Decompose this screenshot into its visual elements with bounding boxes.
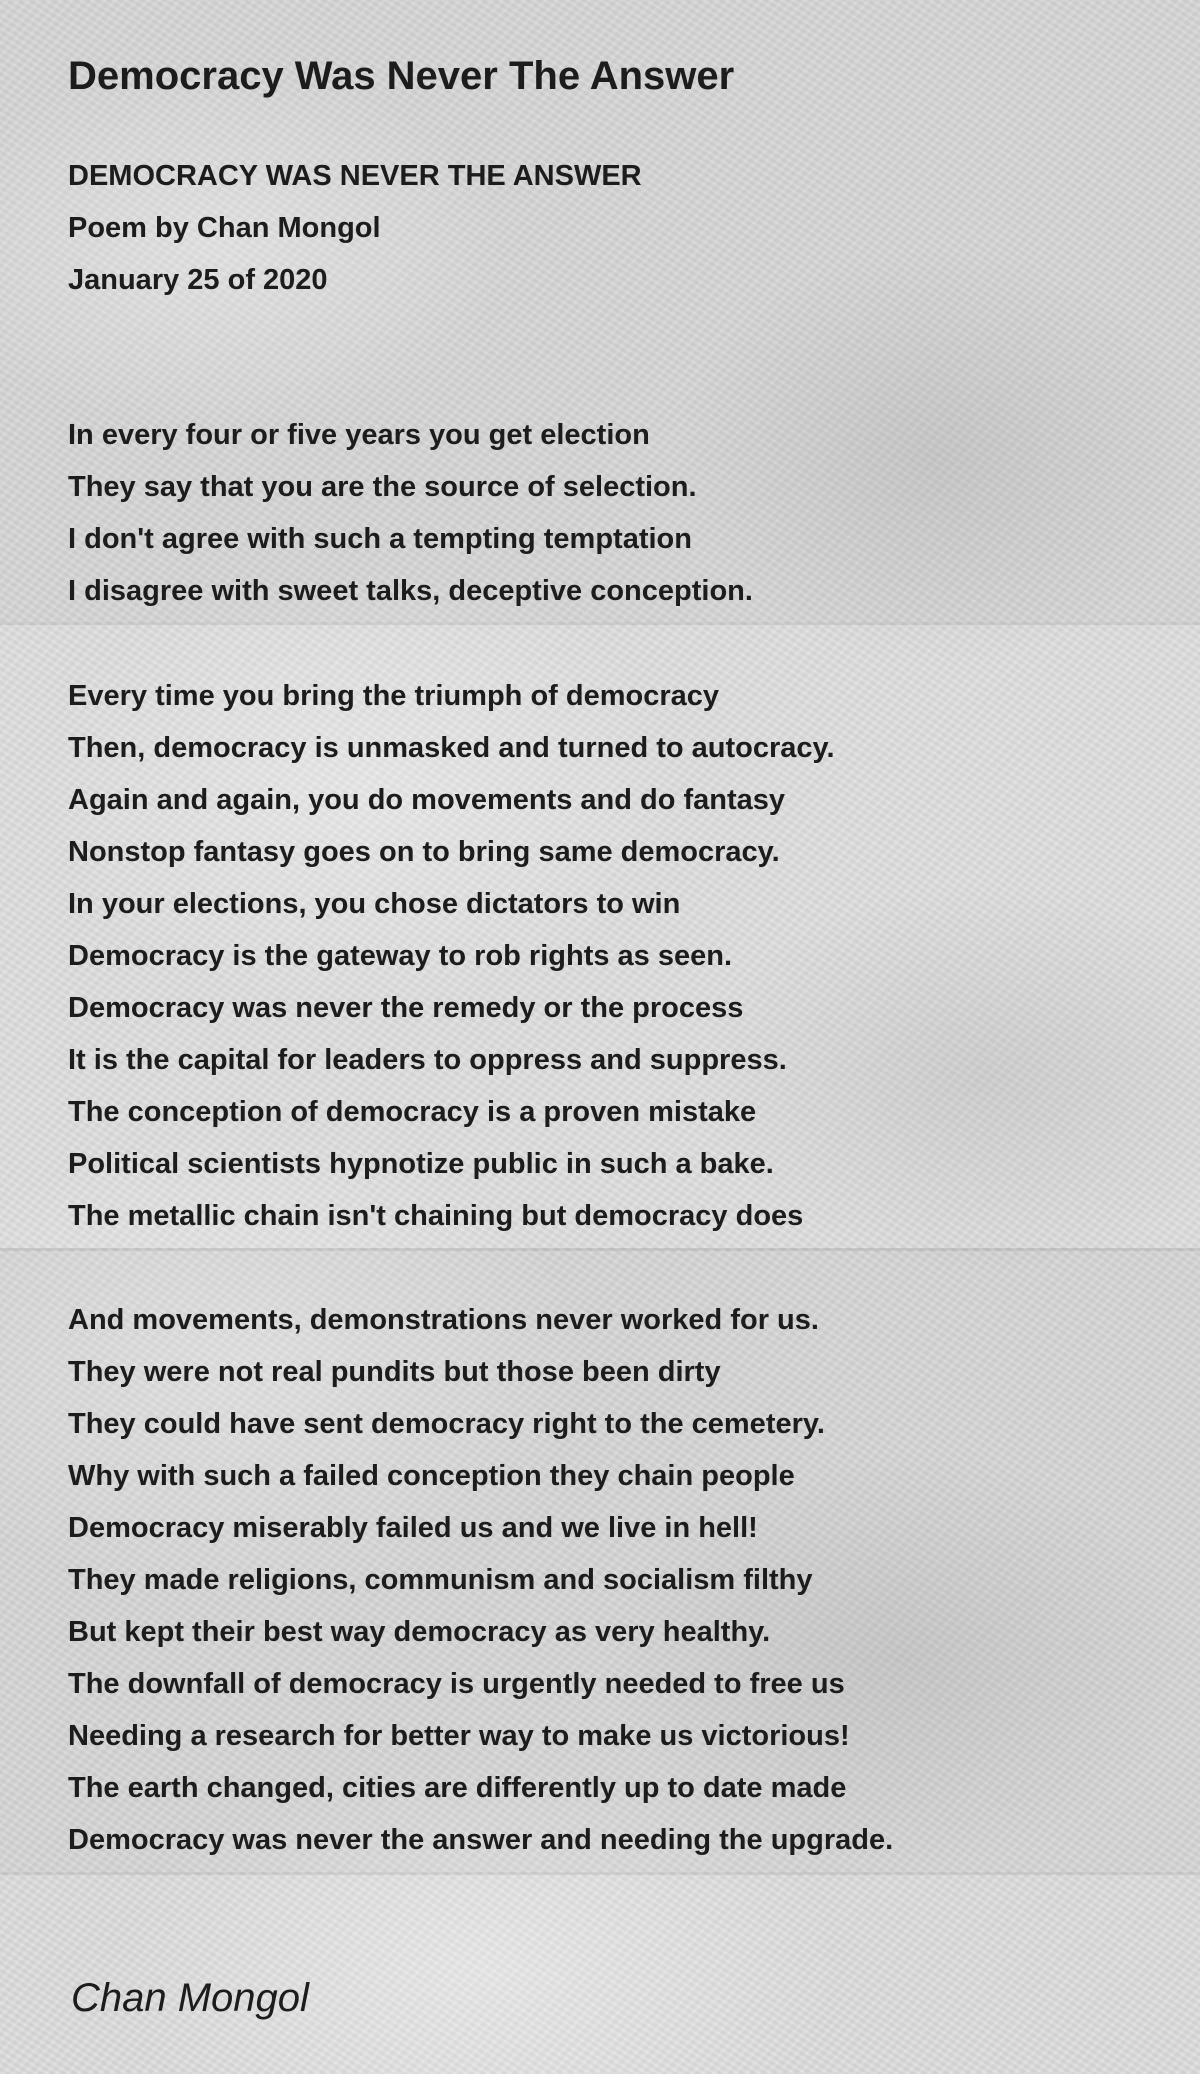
poem-title: Democracy Was Never The Answer [68,54,735,98]
stanza-3 [68,1294,893,1866]
stanza-2 [68,670,835,1242]
poem-line: Needing a research for better way to make us victorious! [68,1720,850,1752]
poet-signature: Chan Mongol [71,1976,309,2020]
poem-heading: DEMOCRACY WAS NEVER THE ANSWER [68,160,642,192]
poem-line: Democracy was never the remedy or the process [68,992,744,1024]
poem-line: Every time you bring the triumph of democracy [68,680,720,712]
poem-line: They made religions, communism and socialism filthy [68,1564,813,1596]
poem-line: Again and again, you do movements and do fantasy [68,784,786,816]
poem-line: Then, democracy is unmasked and turned to autocracy. [68,732,835,764]
stanza-1 [68,409,753,617]
poem-line: But kept their best way democracy as very healthy. [68,1616,771,1648]
poem-line: Why with such a failed conception they chain people [68,1460,795,1492]
poem-line: Political scientists hypnotize public in such a bake. [68,1148,774,1180]
poem-line: Democracy is the gateway to rob rights as seen. [68,940,733,972]
band-divider [0,1248,1200,1251]
band-divider [0,1872,1200,1875]
poem-line: It is the capital for leaders to oppress and suppress. [68,1044,787,1076]
poem-line: And movements, demonstrations never worked for us. [68,1304,819,1336]
poem-line: In every four or five years you get election [68,419,650,451]
band-divider [0,622,1200,625]
poem-header [68,150,642,306]
poem-line: The downfall of democracy is urgently needed to free us [68,1668,845,1700]
poem-byline: Poem by Chan Mongol [68,212,381,244]
poem-line: Democracy miserably failed us and we live in hell! [68,1512,758,1544]
poem-line: I disagree with sweet talks, deceptive conception. [68,575,753,607]
poem-line: I don't agree with such a tempting temptation [68,523,692,555]
poem-line: Nonstop fantasy goes on to bring same democracy. [68,836,780,868]
poem-line: In your elections, you chose dictators to win [68,888,681,920]
poem-line: Democracy was never the answer and needing the upgrade. [68,1824,894,1856]
poem-line: The metallic chain isn't chaining but democracy does [68,1200,804,1232]
poem-line: The earth changed, cities are differently up to date made [68,1772,847,1804]
poem-line: They say that you are the source of selection. [68,471,697,503]
poem-line: They could have sent democracy right to the cemetery. [68,1408,825,1440]
poem-line: They were not real pundits but those been dirty [68,1356,721,1388]
poem-line: The conception of democracy is a proven mistake [68,1096,757,1128]
poem-date: January 25 of 2020 [68,264,328,296]
